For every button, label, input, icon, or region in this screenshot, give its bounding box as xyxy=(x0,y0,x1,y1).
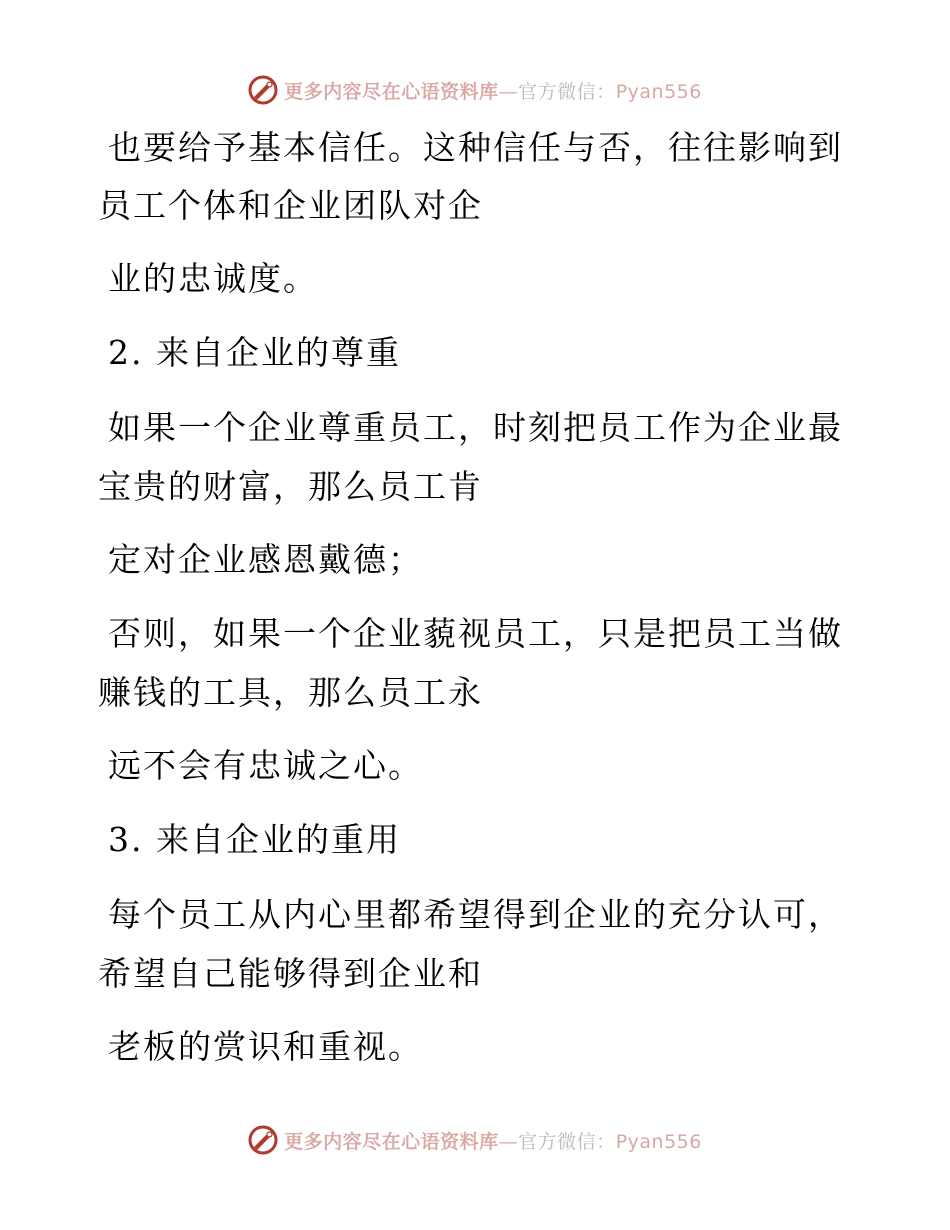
header-site-name: 更多内容尽在心语资料库 xyxy=(284,80,499,103)
footer-dash: — xyxy=(498,1130,519,1153)
section-heading: 2. 来自企业的尊重 xyxy=(108,333,401,372)
footer-site-name: 更多内容尽在心语资料库 xyxy=(284,1130,499,1153)
body-line: 业的忠诚度。 xyxy=(108,259,318,298)
section-heading: 3. 来自企业的重用 xyxy=(108,820,401,859)
footer-wechat-id: Pyan556 xyxy=(615,1130,702,1153)
body-line: 每个员工从内心里都希望得到企业的充分认可， xyxy=(108,895,843,934)
footer-banner-text xyxy=(284,1127,702,1154)
body-line: 定对企业感恩戴德； xyxy=(108,540,423,579)
logo-pen-icon xyxy=(248,75,278,105)
body-line: 宝贵的财富，那么员工肯 xyxy=(98,467,483,506)
body-line: 否则，如果一个企业藐视员工，只是把员工当做 xyxy=(108,614,843,653)
header-wechat-id: Pyan556 xyxy=(615,80,702,103)
body-line: 员工个体和企业团队对企 xyxy=(98,186,483,225)
logo-pen-icon xyxy=(248,1125,278,1155)
body-line: 也要给予基本信任。这种信任与否，往往影响到 xyxy=(108,128,843,167)
header-banner-text xyxy=(284,77,702,104)
body-line: 希望自己能够得到企业和 xyxy=(98,954,483,993)
footer-wechat-label: 官方微信： xyxy=(518,1130,616,1153)
body-line: 老板的赏识和重视。 xyxy=(108,1027,423,1066)
header-wechat-label: 官方微信： xyxy=(518,80,616,103)
body-line: 赚钱的工具，那么员工永 xyxy=(98,673,483,712)
header-dash: — xyxy=(498,80,519,103)
footer-banner xyxy=(0,1120,950,1160)
body-line: 如果一个企业尊重员工，时刻把员工作为企业最 xyxy=(108,408,843,447)
header-banner xyxy=(0,70,950,110)
body-line: 远不会有忠诚之心。 xyxy=(108,746,423,785)
